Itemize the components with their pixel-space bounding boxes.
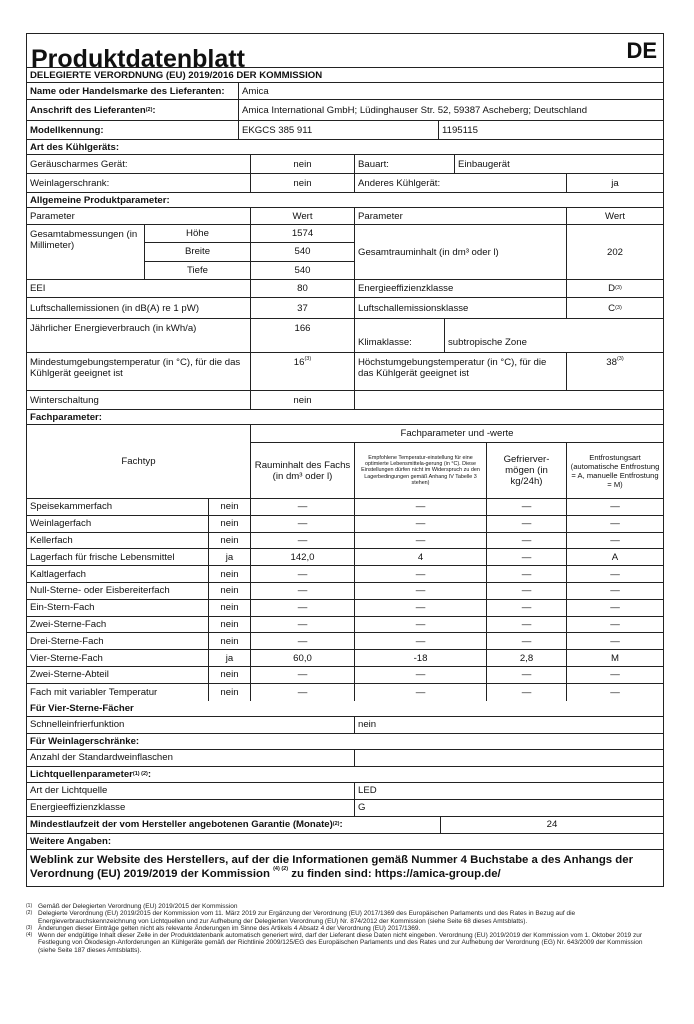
noise-value: 37 — [251, 298, 355, 318]
compartment-freeze: — — [487, 600, 567, 616]
eei-row — [27, 280, 663, 298]
compartment-name: Drei-Sterne-Fach — [27, 633, 209, 649]
noise-class-value: C (3) — [608, 302, 622, 314]
general-section — [27, 193, 663, 208]
compartment-row — [27, 617, 663, 634]
footnote-text: Änderungen dieser Einträge gelten nicht als relevante Änderungen im Sinne des Artikels 4 Absatz 4 der Verordnung (EU) 2017/1369. — [38, 924, 421, 932]
compartment-row — [27, 516, 663, 533]
noise-label: Luftschallemissionen (in dB(A) re 1 pW) — [27, 298, 251, 318]
product-data-sheet — [26, 33, 664, 887]
compartment-temp: — — [355, 617, 487, 633]
compartment-name: Weinlagerfach — [27, 516, 209, 532]
compartment-volume: 142,0 — [251, 549, 355, 565]
wine-cabinet-label: Weinlagerschrank: — [27, 174, 251, 192]
compartment-defrost: — — [610, 585, 620, 597]
footnote-mark: (4) — [26, 932, 33, 939]
fast-freeze-label: Schnelleinfrierfunktion — [27, 717, 355, 733]
height-row — [145, 225, 354, 243]
supplier-address-row — [27, 100, 663, 121]
compartment-volume: — — [251, 633, 355, 649]
regulation-title: DELEGIERTE VERORDNUNG (EU) 2019/2016 DER KOMMISSION — [30, 69, 323, 81]
compartments-heading: Fachparameter: — [30, 411, 102, 423]
compartment-temp: — — [355, 499, 487, 515]
max-temp-label: Höchstumgebungstemperatur (in °C), für die das Kühlgerät geeignet ist — [355, 353, 567, 390]
fast-freeze-row — [27, 717, 663, 734]
wine-cabinet-value: nein — [251, 174, 355, 192]
supplier-name-value: Amica — [242, 85, 269, 97]
more-section — [27, 834, 663, 850]
compartment-group-header-row — [251, 425, 663, 443]
light-section — [27, 767, 663, 783]
compartment-present: nein — [209, 499, 251, 515]
page-title: Produktdatenblatt — [31, 45, 245, 67]
volume-header: Rauminhalt des Fachs (in dm³ oder l) — [251, 443, 355, 498]
footnote-text: Wenn der endgültige Inhalt dieser Zelle in der Produktdatenbank automatisch generiert wird, darf der Lieferant diese Daten nicht eingeben. Verordnung (EU) 2019/2019 der Kommission vom 1. Oktober 2019 zur Festlegung von Ökodesign-Anforderungen an Kühlgeräte gemäß der Richtlinie 2009/125/EG des Europäischen Parlaments und des Rates und zur Aufhebung der Verordnung (EG) Nr. 643/2009 der Kommission (siehe Seite 187 dieses Amtsblatts). — [38, 932, 643, 954]
compartment-volume: — — [251, 617, 355, 633]
depth-label: Tiefe — [145, 262, 251, 279]
depth-row — [145, 262, 354, 279]
compartment-name: Zwei-Sterne-Abteil — [27, 667, 209, 683]
compartments-header — [27, 425, 663, 499]
compartment-row — [27, 533, 663, 550]
regulation-row — [27, 68, 663, 83]
compartment-volume: — — [251, 516, 355, 532]
compartment-volume: — — [251, 566, 355, 582]
four-star-section — [27, 701, 663, 717]
compartment-temp: — — [355, 667, 487, 683]
param-header-2: Parameter — [355, 208, 567, 224]
design-label: Bauart: — [355, 155, 455, 173]
defrost-header: Entfrostungsart (automatische Entfrostung = A, manuelle Entfrostung = M) — [570, 452, 660, 489]
light-heading: Lichtquellenparameter (1) (2) : — [30, 768, 152, 780]
compartment-name: Fach mit variabler Temperatur — [27, 684, 209, 701]
compartment-name: Zwei-Sterne-Fach — [27, 617, 209, 633]
footnote — [26, 903, 662, 910]
appliance-type-section — [27, 140, 663, 155]
model-label: Modellkennung: — [27, 121, 239, 139]
compartment-freeze: — — [487, 617, 567, 633]
compartment-present: nein — [209, 533, 251, 549]
bottles-row — [27, 750, 663, 767]
compartment-name: Kellerfach — [27, 533, 209, 549]
footnotes — [26, 903, 662, 954]
model-row — [27, 121, 663, 140]
compartment-temp: — — [355, 583, 487, 599]
compartment-temp: — — [355, 566, 487, 582]
max-temp-value: 38 $^{(3)}$ — [606, 356, 624, 368]
width-value: 540 — [294, 246, 311, 258]
compartments-section — [27, 410, 663, 425]
compartment-temp: — — [355, 684, 487, 701]
eei-value: 80 — [251, 280, 355, 297]
compartment-temp: — — [355, 516, 487, 532]
more-heading: Weitere Angaben: — [30, 835, 112, 847]
light-type-label: Art der Lichtquelle — [27, 783, 355, 799]
wine-section — [27, 734, 663, 750]
annual-energy-value: 166 — [251, 319, 355, 352]
other-appliance-value: ja — [611, 177, 619, 189]
compartment-rows — [27, 499, 663, 701]
compartment-subheaders — [251, 443, 663, 498]
compartment-present: ja — [209, 549, 251, 565]
appliance-type-heading: Art des Kühlgeräts: — [30, 141, 120, 153]
min-temp-value: 16 $^{(3)}$ — [251, 353, 355, 390]
light-class-label: Energieeffizienzklasse — [27, 800, 355, 816]
winter-value: nein — [251, 391, 355, 409]
compartment-present: nein — [209, 583, 251, 599]
compartment-present: nein — [209, 516, 251, 532]
width-row — [145, 243, 354, 261]
footnote-mark: (3) — [26, 924, 33, 931]
compartment-freeze: — — [487, 633, 567, 649]
supplier-name-label: Name oder Handelsmarke des Lieferanten: — [27, 83, 239, 99]
wine-heading: Für Weinlagerschränke: — [30, 735, 140, 747]
compartment-freeze: 2,8 — [487, 650, 567, 666]
compartment-row — [27, 600, 663, 617]
width-label: Breite — [145, 243, 251, 260]
compartment-name: Kaltlagerfach — [27, 566, 209, 582]
compartment-freeze: — — [487, 516, 567, 532]
ambient-temp-row — [27, 353, 663, 391]
light-type-value: LED — [358, 785, 377, 797]
compartment-name: Vier-Sterne-Fach — [27, 650, 209, 666]
eei-label: EEI — [27, 280, 251, 297]
compartment-volume: — — [251, 583, 355, 599]
noise-class-label: Luftschallemissionsklasse — [355, 298, 567, 318]
compartment-volume: — — [251, 667, 355, 683]
compartment-present: nein — [209, 684, 251, 701]
compartment-defrost: — — [610, 534, 620, 546]
low-noise-row — [27, 155, 663, 174]
footnote-mark: (1) — [26, 903, 33, 909]
dimensions-row — [27, 225, 663, 280]
compartment-volume: — — [251, 533, 355, 549]
annual-energy-label: Jährlicher Energieverbrauch (in kWh/a) — [27, 319, 251, 352]
compartment-freeze: — — [487, 499, 567, 515]
compartment-params-header — [251, 425, 663, 498]
compartment-temp: — — [355, 633, 487, 649]
winter-label: Winterschaltung — [27, 391, 251, 409]
height-label: Höhe — [145, 225, 251, 242]
compartment-defrost: — — [610, 501, 620, 513]
compartment-row — [27, 684, 663, 701]
compartment-row — [27, 667, 663, 684]
compartment-present: nein — [209, 667, 251, 683]
fast-freeze-value: nein — [358, 719, 377, 731]
compartment-row — [27, 633, 663, 650]
other-appliance-label: Anderes Kühlgerät: — [355, 174, 567, 192]
compartment-row — [27, 499, 663, 516]
title-row — [27, 34, 663, 68]
compartment-defrost: — — [610, 686, 620, 698]
warranty-label: Mindestlaufzeit der vom Hersteller angebotenen Garantie (Monate) (2) : — [27, 817, 441, 833]
volume-label: Gesamtrauminhalt (in dm³ oder l) — [355, 225, 567, 279]
compartment-volume: — — [251, 600, 355, 616]
compartment-freeze: — — [487, 549, 567, 565]
min-temp-label: Mindestumgebungstemperatur (in °C), für die das Kühlgerät geeignet ist — [27, 353, 251, 390]
weblink-row — [27, 850, 663, 886]
climate-value: subtropische Zone — [448, 337, 527, 348]
climate-label: Klimaklasse: — [355, 319, 445, 352]
compartment-temp: 4 — [355, 549, 487, 565]
general-header-row — [27, 208, 663, 225]
compartment-row — [27, 583, 663, 600]
value-header-2: Wert — [604, 210, 626, 222]
design-value: Einbaugerät — [458, 158, 510, 170]
model-value: EKGCS 385 911 — [239, 121, 439, 139]
warranty-row — [27, 817, 663, 834]
compartment-row — [27, 549, 663, 566]
compartment-row — [27, 566, 663, 583]
compartment-name: Speisekammerfach — [27, 499, 209, 515]
compartment-freeze: — — [487, 684, 567, 701]
compartment-defrost: A — [611, 551, 619, 563]
compartment-present: nein — [209, 633, 251, 649]
weblink-text: Weblink zur Website des Herstellers, auf der die Informationen gemäß Nummer 4 Buchstabe a des Anhangs der Verordnung (EU) 2019/2019 der Kommission $^{(4) (2)}$ zu finden sind: https://amica-group.de/ — [30, 853, 634, 880]
energy-class-label: Energieeffizienzklasse — [355, 280, 567, 297]
compartment-defrost: — — [610, 635, 620, 647]
footnote-mark: (2) — [26, 910, 33, 917]
dimensions-values — [145, 225, 355, 279]
compartment-freeze: — — [487, 583, 567, 599]
compartment-temp: — — [355, 600, 487, 616]
compartment-present: nein — [209, 617, 251, 633]
light-class-value: G — [358, 802, 366, 814]
supplier-address-value: Amica International GmbH; Lüdinghauser Str. 52, 59387 Ascheberg; Deutschland — [242, 104, 588, 116]
winter-row — [27, 391, 663, 410]
energy-class-value: D (3) — [608, 283, 622, 294]
compartment-defrost: — — [610, 518, 620, 530]
compartment-present: nein — [209, 600, 251, 616]
footnote — [26, 925, 662, 932]
model-number: 1195115 — [442, 124, 478, 136]
compartment-freeze: — — [487, 533, 567, 549]
compartment-volume: — — [251, 499, 355, 515]
footnote — [26, 910, 662, 925]
freeze-header: Gefrierver-mögen (in kg/24h) — [487, 443, 567, 498]
compartment-freeze: — — [487, 667, 567, 683]
language-code: DE — [626, 38, 657, 63]
compartment-temp: — — [355, 533, 487, 549]
compartment-present: nein — [209, 566, 251, 582]
compartment-defrost: — — [610, 669, 620, 681]
compartment-present: ja — [209, 650, 251, 666]
noise-row — [27, 298, 663, 319]
supplier-name-row — [27, 83, 663, 100]
compartment-defrost: — — [610, 568, 620, 580]
winter-empty — [355, 391, 663, 409]
compartment-name: Ein-Stern-Fach — [27, 600, 209, 616]
bottles-label: Anzahl der Standardweinflaschen — [27, 750, 355, 766]
volume-value: 202 — [606, 246, 623, 258]
light-type-row — [27, 783, 663, 800]
compartment-type-header: Fachtyp — [27, 425, 251, 498]
bottles-value — [355, 750, 663, 766]
footnote-text: Delegierte Verordnung (EU) 2019/2015 der Kommission vom 11. März 2019 zur Ergänzung der Verordnung (EU) 2017/1369 des Europäischen Parlaments und des Rates in Bezug auf die Energieverbrauchskennzeichnung von Lichtquellen und zur Aufhebung der Delegierten Verordnung (EU) Nr. 874/2012 der Kommission (siehe Seite 68 dieses Amtsblatts). — [38, 910, 576, 925]
depth-value: 540 — [294, 264, 311, 276]
light-class-row — [27, 800, 663, 817]
dimensions-label: Gesamtabmessungen (in Millimeter) — [27, 225, 145, 279]
compartment-row — [27, 650, 663, 667]
warranty-value: 24 — [546, 819, 558, 831]
param-header: Parameter — [27, 208, 251, 224]
low-noise-value: nein — [251, 155, 355, 173]
compartment-name: Null-Sterne- oder Eisbereiterfach — [27, 583, 209, 599]
temp-header: Empfohlene Temperatur-einstellung für eine optimierte Lebensmittela-gerung (in °C). Diese Einstellungen dürfen nicht im Widerspruch zu den Lagerbedingungen gemäß Anhang IV Tabelle 3 stehen) — [355, 443, 487, 498]
compartment-volume: 60,0 — [251, 650, 355, 666]
compartment-group-header: Fachparameter und -werte — [400, 428, 514, 439]
compartment-defrost: — — [610, 602, 620, 614]
height-value: 1574 — [291, 228, 314, 240]
general-heading: Allgemeine Produktparameter: — [30, 194, 170, 206]
compartment-volume: — — [251, 684, 355, 701]
compartment-name: Lagerfach für frische Lebensmittel — [27, 549, 209, 565]
wine-cabinet-row — [27, 174, 663, 193]
compartment-temp: -18 — [355, 650, 487, 666]
low-noise-label: Geräuscharmes Gerät: — [27, 155, 251, 173]
compartment-defrost: M — [611, 652, 619, 664]
footnote — [26, 932, 662, 954]
supplier-address-label: Anschrift des Lieferanten (2) : — [27, 100, 239, 120]
four-star-heading: Für Vier-Sterne-Fächer — [30, 702, 134, 714]
footnote-text: Gemäß der Delegierten Verordnung (EU) 2019/2015 der Kommission — [38, 903, 238, 910]
compartment-freeze: — — [487, 566, 567, 582]
compartment-defrost: — — [610, 618, 620, 630]
annual-energy-row — [27, 319, 663, 353]
value-header: Wert — [251, 208, 355, 224]
